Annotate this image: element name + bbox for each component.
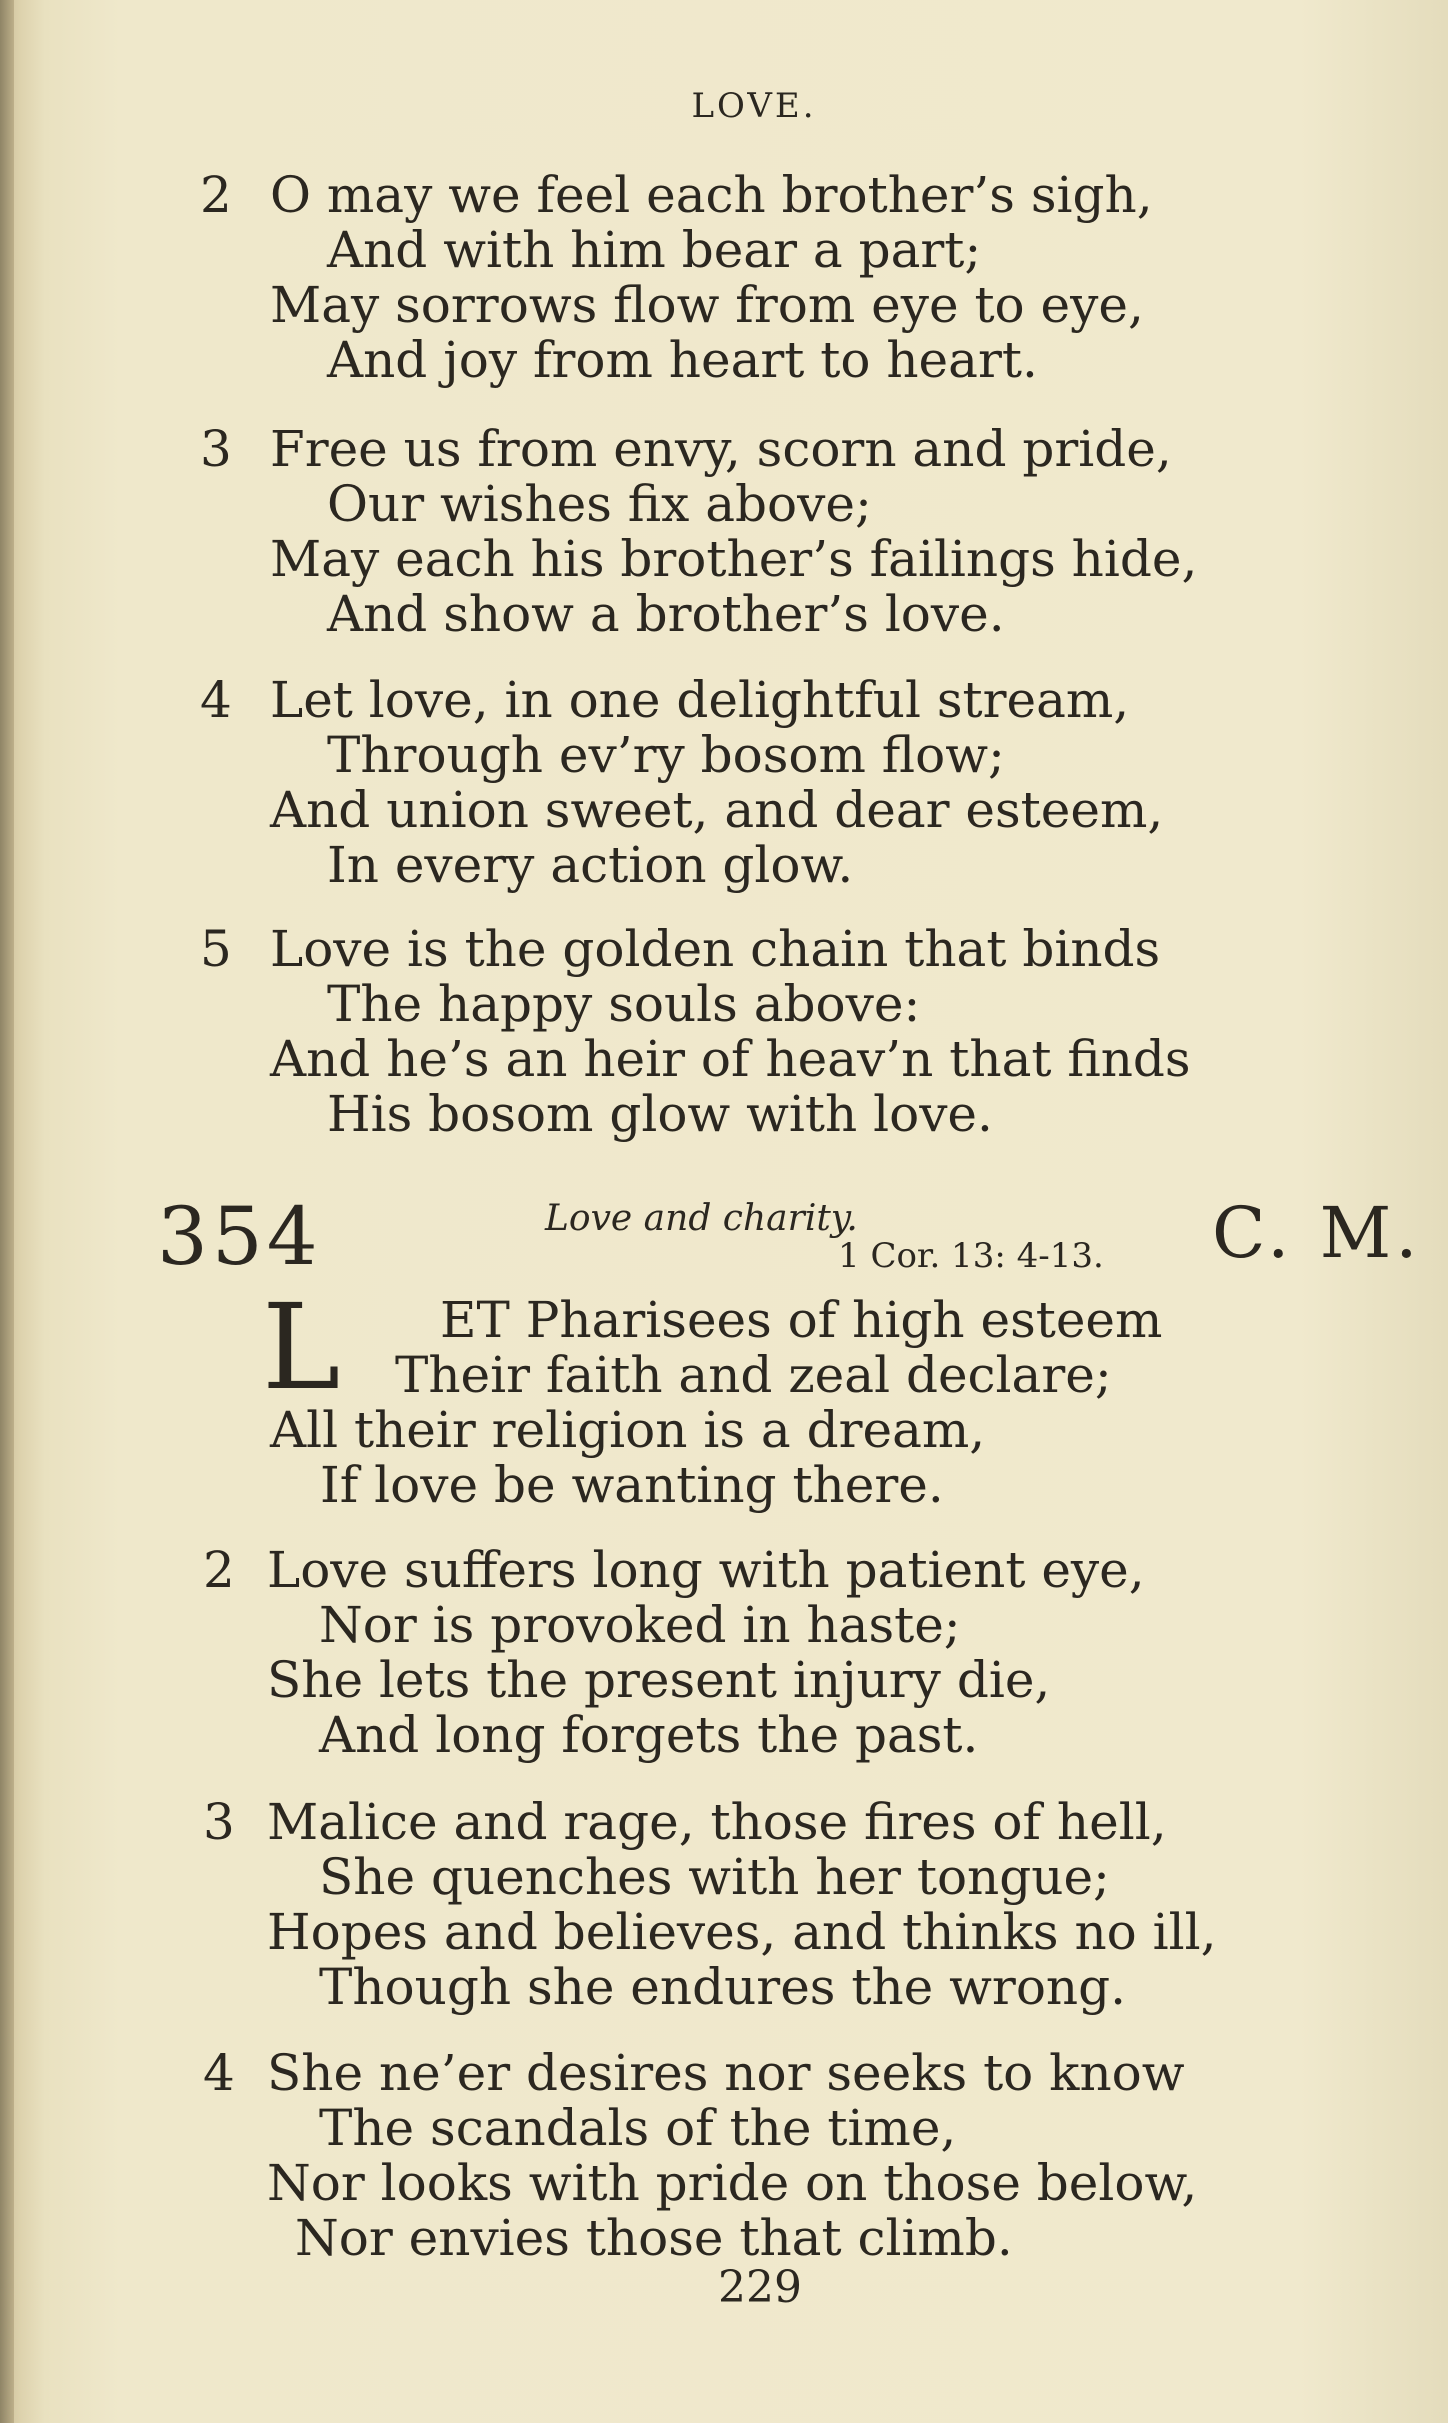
verse-line: And long forgets the past. <box>319 1706 979 1764</box>
verse-line: Nor is provoked in haste; <box>319 1596 961 1654</box>
verse-line: And show a brother’s love. <box>327 585 1005 643</box>
verse-line: And he’s an heir of heav’n that finds <box>270 1030 1191 1088</box>
verse-line: In every action glow. <box>327 836 854 894</box>
verse-line: And joy from heart to heart. <box>327 331 1038 389</box>
verse-line: Nor envies those that climb. <box>295 2209 1013 2267</box>
verse-line: O may we feel each brother’s sigh, <box>270 166 1153 224</box>
stanza-4 <box>200 673 1163 893</box>
hymn-number: 354 <box>157 1190 322 1283</box>
stanza-number: 3 <box>200 420 232 478</box>
stanza-number: 4 <box>200 671 232 729</box>
stanza-3 <box>203 1795 1217 2015</box>
verse-line: Their faith and zeal declare; <box>395 1346 1112 1404</box>
hymn-title: Love and charity. <box>545 1198 858 1239</box>
scripture-reference: 1 Cor. 13: 4-13. <box>838 1236 1104 1276</box>
stanza-1 <box>270 1293 1162 1513</box>
verse-line: The happy souls above: <box>327 975 921 1033</box>
page-number: 229 <box>718 2262 802 2313</box>
verse-line: Our wishes fix above; <box>327 475 872 533</box>
stanza-number: 2 <box>200 166 232 224</box>
stanza-number: 4 <box>203 2044 235 2102</box>
verse-line: And with him bear a part; <box>327 221 982 279</box>
drop-cap: L <box>262 1278 341 1416</box>
verse-line: If love be wanting there. <box>320 1456 944 1514</box>
verse-line: She ne’er desires nor seeks to know <box>267 2044 1185 2102</box>
book-spine-edge <box>0 0 14 2423</box>
verse-line: Love is the golden chain that binds <box>270 920 1161 978</box>
stanza-number: 5 <box>200 920 232 978</box>
verse-line: Love suffers long with patient eye, <box>267 1541 1145 1599</box>
verse-line: May each his brother’s failings hide, <box>270 530 1198 588</box>
verse-line: All their religion is a dream, <box>270 1401 986 1459</box>
verse-line: Though she endures the wrong. <box>319 1958 1127 2016</box>
verse-line: Nor looks with pride on those below, <box>267 2154 1198 2212</box>
verse-line: She quenches with her tongue; <box>319 1848 1110 1906</box>
verse-line: Let love, in one delightful stream, <box>270 671 1130 729</box>
stanza-4 <box>203 2046 1197 2266</box>
stanza-2 <box>203 1543 1145 1763</box>
verse-line: Through ev’ry bosom flow; <box>327 726 1005 784</box>
verse-line: She lets the present injury die, <box>267 1651 1051 1709</box>
verse-line: And union sweet, and dear esteem, <box>270 781 1164 839</box>
verse-line: Free us from envy, scorn and pride, <box>270 420 1172 478</box>
verse-line: The scandals of the time, <box>319 2099 957 2157</box>
verse-line: His bosom glow with love. <box>327 1085 993 1143</box>
stanza-5 <box>200 922 1191 1142</box>
stanza-3 <box>200 422 1197 642</box>
stanza-number: 3 <box>203 1793 235 1851</box>
verse-line: Hopes and believes, and thinks no ill, <box>267 1903 1217 1961</box>
verse-line: Malice and rage, those fires of hell, <box>267 1793 1167 1851</box>
stanza-number: 2 <box>203 1541 235 1599</box>
verse-line: May sorrows flow from eye to eye, <box>270 276 1144 334</box>
verse-line: ET Pharisees of high esteem <box>440 1291 1163 1349</box>
stanza-2 <box>200 168 1153 388</box>
hymn-meter: C. M. <box>1212 1192 1422 1274</box>
running-head: LOVE. <box>691 86 817 126</box>
